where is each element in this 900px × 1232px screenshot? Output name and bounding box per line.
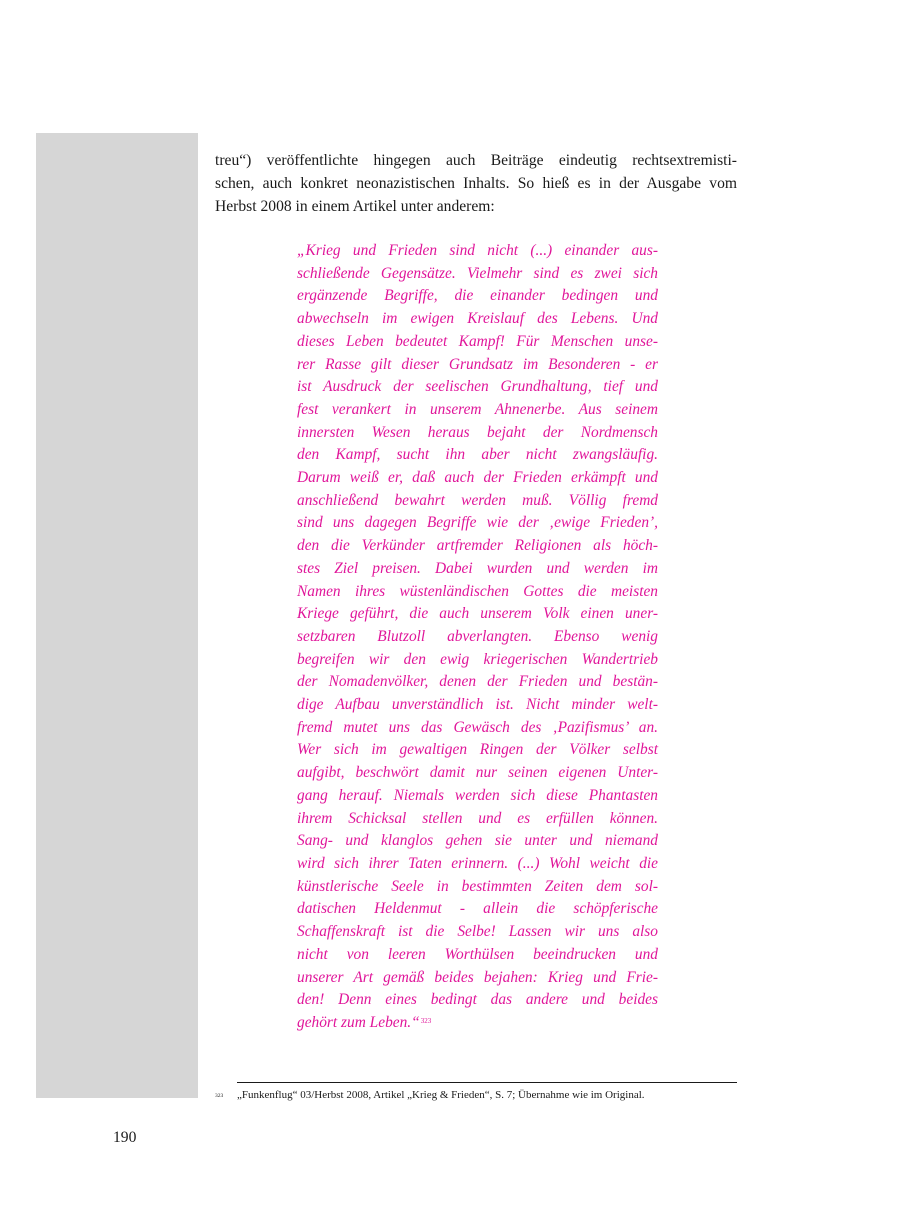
quote-line: dieses Leben bedeutet Kampf! Für Menschen unse-: [297, 332, 658, 350]
quote-line: der Nomadenvölker, denen der Frieden und bestän-: [297, 673, 658, 691]
quote-line: aufgibt, beschwört damit nur seinen eigenen Unter-: [297, 764, 658, 782]
quote-line: „Krieg und Frieden sind nicht (...) einander aus-: [297, 242, 658, 259]
quote-line: den! Denn eines bedingt das andere und beides: [297, 991, 658, 1009]
quote-line: stes Ziel preisen. Dabei wurden und werden im: [297, 559, 658, 577]
block-quote: [297, 240, 658, 1035]
footnote: [215, 1088, 737, 1102]
quote-line: datischen Heldenmut - allein die schöpferische: [297, 900, 658, 918]
quote-line: ergänzende Begriffe, die einander bedingen und: [297, 287, 658, 305]
page-number: 190: [113, 1129, 137, 1146]
footnote-number: 323: [215, 1093, 224, 1099]
quote-line: ist Ausdruck der seelischen Grundhaltung, tief und: [297, 378, 658, 396]
quote-line: ihrem Schicksal stellen und es erfüllen können.: [297, 809, 658, 827]
body-paragraph: [215, 149, 737, 218]
quote-line: abwechseln im ewigen Kreislauf des Lebens. Und: [297, 310, 658, 328]
quote-line: unserer Art gemäß beides bejahen: Krieg und Frie-: [297, 968, 658, 986]
margin-band: [36, 133, 198, 1098]
quote-line: nicht von leeren Worthülsen beeindrucken und: [297, 945, 658, 963]
quote-line: fremd mutet uns das Gewäsch des ‚Pazifismus’ an.: [297, 718, 658, 736]
quote-line: Wer sich im gewaltigen Ringen der Völker selbst: [297, 741, 658, 759]
body-line: schen, auch konkret neonazistischen Inhalts. So hieß es in der Ausgabe vom: [215, 175, 737, 192]
footnote-divider: [237, 1082, 737, 1083]
quote-line: anschließend bewahrt werden muß. Völlig fremd: [297, 491, 658, 509]
quote-line: Schaffenskraft ist die Selbe! Lassen wir uns also: [297, 923, 658, 941]
quote-line: Kriege geführt, die auch unserem Volk einen uner-: [297, 605, 658, 623]
quote-line: begreifen wir den ewig kriegerischen Wandertrieb: [297, 650, 658, 668]
quote-line: fest verankert in unserem Ahnenerbe. Aus seinem: [297, 400, 658, 418]
quote-line: den die Verkünder artfremder Religionen als höch-: [297, 537, 658, 555]
quote-line: schließende Gegensätze. Vielmehr sind es zwei sich: [297, 264, 658, 282]
footnote-reference: 323: [420, 1016, 432, 1025]
quote-line: wird sich ihrer Taten erinnern. (...) Wohl weicht die: [297, 854, 658, 872]
quote-line: innersten Wesen heraus bejaht der Nordmensch: [297, 423, 658, 441]
quote-line: gehört zum Leben.“$^{323}$: [297, 1013, 432, 1031]
quote-line: Namen ihres wüstenländischen Gottes die meisten: [297, 582, 658, 600]
quote-line: dige Aufbau unverständlich ist. Nicht minder welt-: [297, 696, 658, 714]
quote-line: rer Rasse gilt dieser Grundsatz im Besonderen - er: [297, 355, 658, 373]
footnote-text: „Funkenflug“ 03/Herbst 2008, Artikel „Krieg & Frieden“, S. 7; Übernahme wie im Original.: [237, 1089, 645, 1101]
body-line: treu“) veröffentlichte hingegen auch Beiträge eindeutig rechtsextremisti-: [215, 152, 737, 169]
quote-line: sind uns dagegen Begriffe wie der ‚ewige Frieden’,: [297, 514, 658, 532]
quote-line: künstlerische Seele in bestimmten Zeiten dem sol-: [297, 877, 658, 895]
quote-line: den Kampf, sucht ihn aber nicht zwangsläufig.: [297, 446, 658, 464]
quote-line: Sang- und klanglos gehen sie unter und niemand: [297, 832, 658, 850]
quote-line: Darum weiß er, daß auch der Frieden erkämpft und: [297, 469, 658, 487]
body-line: Herbst 2008 in einem Artikel unter anderem:: [215, 198, 495, 215]
quote-line: setzbaren Blutzoll abverlangten. Ebenso wenig: [297, 627, 658, 645]
quote-line: gang herauf. Niemals werden sich diese Phantasten: [297, 786, 658, 804]
